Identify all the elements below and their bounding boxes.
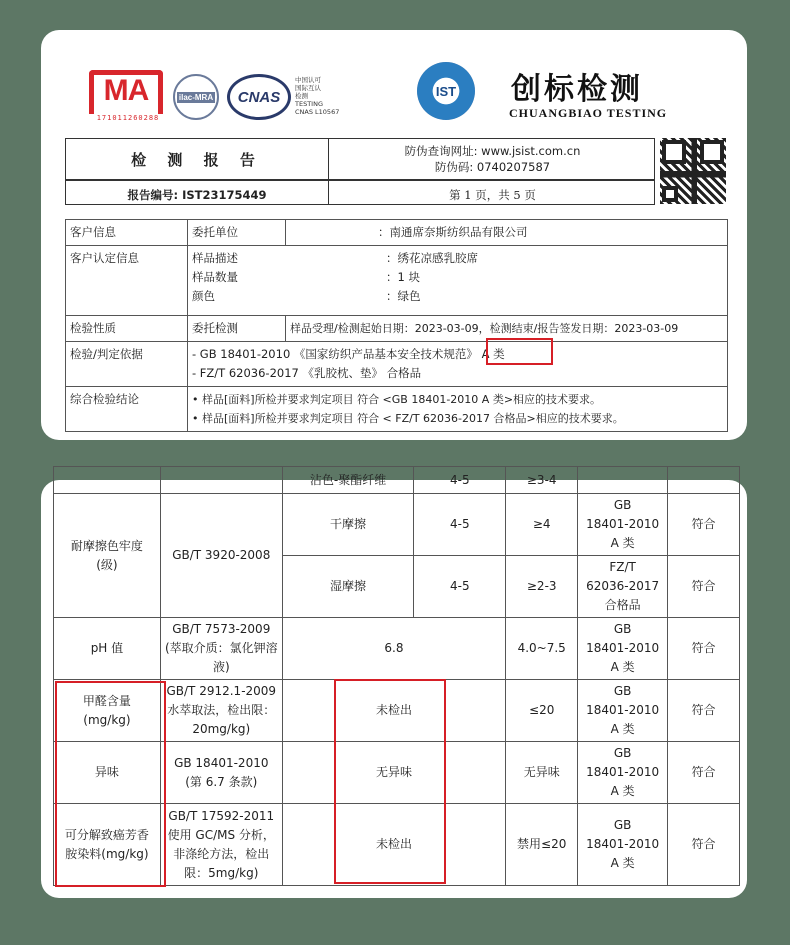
qr-code-icon — [660, 138, 726, 204]
conclusion-list: • 样品[面料]所检并要求判定项目 符合 <GB 18401-2010 A 类>相应的技术要求。 • 样品[面料]所检并要求判定项目 符合 < FZ/T 62036-2017 合格品>相应的技术要求。 — [188, 387, 728, 432]
rubbing-name: 耐摩擦色牢度 (级) — [54, 494, 161, 618]
client-value: ：南通席奈斯纺织品有限公司 — [286, 220, 728, 246]
highlight-box-item-names — [55, 681, 166, 887]
highlight-box-a-class — [486, 338, 553, 365]
table-row: pH 值 GB/T 7573-2009 (萃取介质：氯化钾溶 液) 6.8 4.0~7.5 GB 18401-2010 A 类 符合 — [54, 618, 740, 680]
table-row: 甲醛含量 (mg/kg) GB/T 2912.1-2009 水萃取法，检出限： 20mg/kg) 未检出 ≤20 GB 18401-2010 A 类 符合 — [54, 680, 740, 742]
cnas-accreditation-text: 中国认可 国际互认 检测 TESTING CNAS L10567 — [295, 76, 340, 116]
table-row: 耐摩擦色牢度 (级) GB/T 3920-2008 干摩擦 4-5 ≥4 GB 18401-2010 A 类 符合 — [54, 494, 740, 556]
basis-label: 检验/判定依据 — [66, 342, 188, 387]
cert-label: 客户认定信息 — [66, 246, 188, 316]
ilac-mra-logo-icon: ilac-MRA — [173, 74, 219, 120]
table-row: 湿摩擦 4-5 ≥2-3 FZ/T 62036-2017 合格品 符合 — [54, 556, 740, 618]
nature-sub-label: 委托检测 — [188, 316, 286, 342]
client-sub-label: 委托单位 — [188, 220, 286, 246]
conclusion-label: 综合检验结论 — [66, 387, 188, 432]
nature-value: 样品受理/检测起始日期：2023-03-09，检测结束/报告签发日期：2023-03-09 — [286, 316, 728, 342]
report-title: 检 测 报 告 — [131, 151, 263, 169]
cma-number: 171011260288 — [96, 114, 160, 122]
table-row: 异味 GB 18401-2010 (第 6.7 条款) 无异味 无异味 GB 18401-2010 A 类 符合 — [54, 742, 740, 804]
report-title-table — [65, 138, 655, 205]
page-indicator: 第 1 页，共 5 页 — [449, 188, 536, 202]
results-card — [41, 472, 747, 898]
client-info-table — [65, 219, 728, 432]
ist-logo-icon: IST — [417, 62, 475, 120]
brand-name-cn: 创标检测 — [511, 72, 643, 107]
cnas-logo-icon: CNAS — [227, 74, 291, 120]
brand-name-en: CHUANGBIAO TESTING — [509, 106, 668, 120]
nature-label: 检验性质 — [66, 316, 188, 342]
anti-fake-info: 防伪查询网址: www.jsist.com.cn 防伪码: 0740207587 — [404, 144, 581, 174]
report-number: 报告编号: IST23175449 — [127, 188, 267, 202]
table-row: 沾色-聚酯纤维 4-5 ≥3-4 — [54, 467, 740, 494]
report-header-card — [41, 30, 747, 440]
rubbing-method: GB/T 3920-2008 — [160, 494, 282, 618]
cma-logo-text: MA — [103, 74, 149, 107]
basis-list: - GB 18401-2010 《国家纺织产品基本安全技术规范》 A 类 - FZ/T 62036-2017 《乳胶枕、垫》 合格品 — [188, 342, 728, 387]
table-row: 可分解致癌芳香 胺染料(mg/kg) GB/T 17592-2011 使用 GC/MS 分析， 非涤纶方法，检出 限：5mg/kg) 未检出 禁用≤20 GB 18401-2010 A 类 符合 — [54, 804, 740, 886]
cert-fields: 样品描述 ：绣花凉感乳胶席 样品数量 ：1 块 颜色 ：绿色 — [188, 246, 728, 316]
client-label: 客户信息 — [66, 220, 188, 246]
highlight-box-results — [334, 679, 446, 884]
